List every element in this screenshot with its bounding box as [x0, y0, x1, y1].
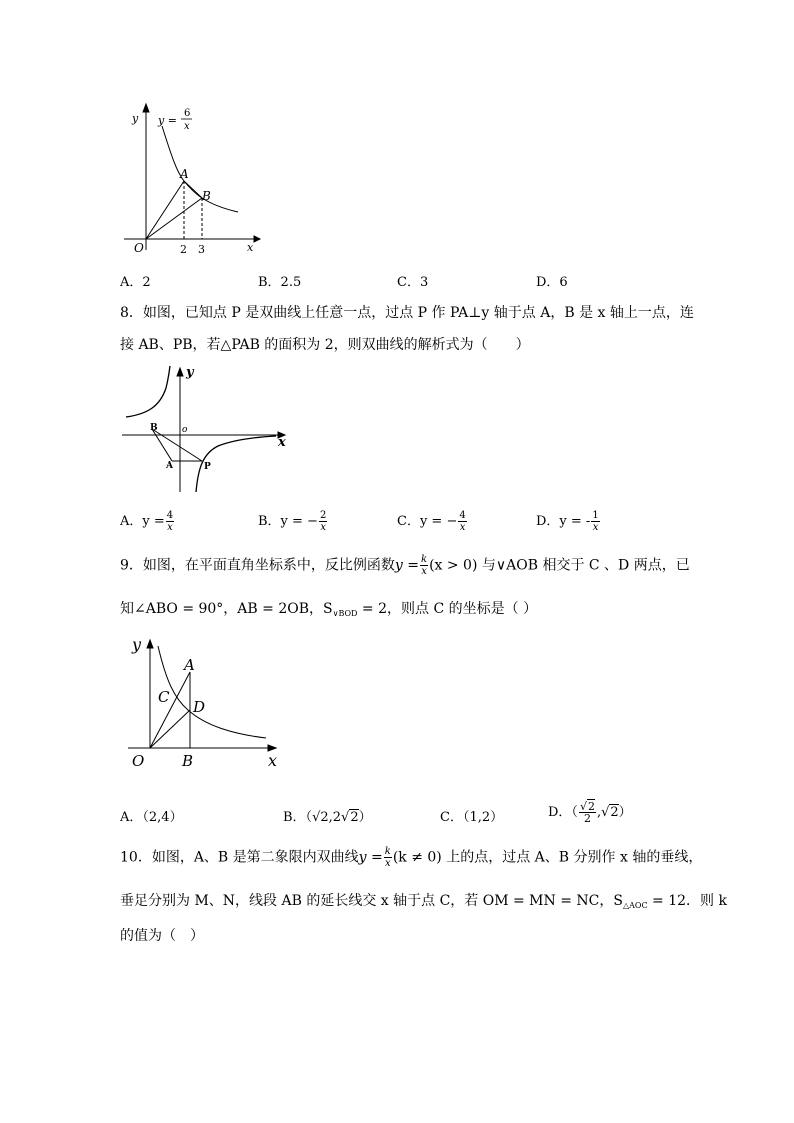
q7-option-c[interactable]: C．3 [397, 275, 429, 290]
q9-text-line1 [120, 554, 690, 577]
q9-option-d-suffix: ） [618, 805, 632, 820]
q7-y-arrow [143, 104, 149, 112]
q8-seg-BP [152, 429, 202, 461]
q9-func-lhs: y = [394, 557, 419, 574]
q9-line2-a: 知∠ABO = 90°，AB = 2OB，S [120, 601, 333, 617]
q9-line1-a: 9．如图，在平面直角坐标系中，反比例函数 [120, 557, 395, 574]
q8-text-line2: 接 AB、PB，若△PAB 的面积为 2，则双曲线的解析式为（ ） [120, 337, 530, 353]
q7-point-a: A [180, 167, 189, 181]
q8-point-p: P [204, 462, 211, 472]
q8-y-label: y [186, 365, 194, 380]
q7-option-d[interactable]: D．6 [536, 275, 568, 290]
q7-curve-lhs: y = [158, 114, 177, 127]
q10-text-line1 [120, 846, 702, 869]
q9-point-a: A [184, 656, 195, 674]
q7-curve-num: 6 [184, 108, 191, 119]
q9-hyperbola [158, 646, 266, 738]
q10-text-line3: 的值为（ ） [120, 928, 204, 944]
q9-origin: O [132, 752, 145, 770]
q8-option-c[interactable] [397, 510, 468, 533]
q8-option-b-prefix: B．y = − [258, 514, 318, 529]
q9-option-b-rad: 2 [350, 810, 359, 825]
q9-point-c: C [158, 688, 170, 706]
q8-seg-BA [152, 429, 172, 461]
q9-option-b-suffix: ） [358, 810, 372, 825]
q9-option-b-body: 2,2 [320, 810, 342, 825]
q7-seg-OB [146, 198, 202, 239]
q8-text-line1: 8．如图，已知点 P 是双曲线上任意一点，过点 P 作 PA⊥y 轴于点 A，B 是 x 轴上一点，连 [120, 305, 694, 321]
q8-point-b: B [150, 423, 158, 433]
q9-line2-sub: ∨BOD [332, 609, 358, 618]
q9-option-a[interactable]: A．（2,4） [120, 810, 183, 825]
q9-x-label: x [268, 751, 278, 770]
q7-x-arrow [254, 236, 260, 242]
q7-option-b[interactable]: B．2.5 [258, 275, 302, 290]
q7-origin: O [134, 241, 144, 255]
q8-y-arrow [177, 368, 183, 376]
q9-func-frac: $\frac{k}{x}$ [421, 554, 428, 577]
q8-hyperbola-left [126, 366, 170, 417]
q7-option-a[interactable]: A．2 [120, 275, 151, 290]
q7-tick-2: 2 [180, 243, 187, 256]
q7-tick-3: 3 [198, 243, 205, 256]
q8-option-c-prefix: C．y = − [397, 514, 458, 529]
q8-option-a-prefix: A．y = [120, 514, 165, 529]
q7-figure [118, 96, 268, 256]
q8-origin: o [182, 425, 188, 435]
q9-option-d-sqrt: √ [601, 805, 610, 820]
q10-line2-b: = 12．则 k [647, 893, 727, 909]
q7-x-label: x [247, 241, 254, 254]
q9-figure [118, 630, 288, 776]
q9-option-d-prefix: D．（ [548, 805, 578, 820]
q9-point-d: D [193, 698, 206, 716]
q9-line1-b: (x > 0) 与∨AOB 相交于 C 、D 两点，已 [429, 557, 690, 574]
q10-text-line2 [120, 890, 727, 910]
q8-figure [118, 360, 308, 496]
q9-option-b-prefix: B．（ [283, 810, 313, 825]
q7-y-label: y [132, 112, 139, 125]
q7-seg-AB [184, 181, 202, 198]
q8-point-a: A [166, 461, 173, 471]
q9-y-label: y [132, 635, 142, 654]
q7-point-b: B [202, 189, 211, 203]
q8-option-d-frac: $\frac{1}{x}$ [592, 510, 599, 533]
q10-func-lhs: y = [358, 849, 383, 866]
q8-option-d[interactable] [536, 510, 601, 533]
q8-option-b[interactable] [258, 510, 328, 533]
q7-seg-OA [146, 181, 184, 239]
q9-y-arrow [147, 640, 153, 648]
q10-line2-a: 垂足分别为 M、N，线段 AB 的延长线交 x 轴于点 C，若 OM = MN = NC，S [120, 893, 623, 909]
q8-option-a[interactable] [120, 510, 175, 533]
q8-option-c-frac: $\frac{4}{x}$ [459, 510, 466, 533]
q9-text-line2 [120, 598, 537, 618]
q8-option-b-frac: $\frac{2}{x}$ [319, 510, 327, 533]
q9-option-d-mid: , [596, 805, 602, 820]
q10-line2-sub: △AOC [622, 901, 648, 910]
q9-option-b-sqrt1: √ [312, 810, 321, 825]
q9-option-d-num: √2 [579, 800, 595, 813]
q9-option-d-frac: $\frac{√2}{2}$ [579, 800, 595, 825]
q9-line2-tail: = 2，则点 C 的坐标是（ ） [357, 601, 538, 617]
q9-option-d[interactable] [548, 801, 632, 824]
q10-line1-b: (k ≠ 0) 上的点，过点 A、B 分别作 x 轴的垂线， [392, 849, 703, 866]
q9-point-b: B [182, 752, 194, 770]
q9-seg-OD [150, 710, 190, 748]
q8-option-d-prefix: D．y = - [536, 514, 591, 529]
q9-option-b-sqrt2: √ [341, 810, 350, 825]
q7-curve-den: x [184, 121, 190, 132]
q10-line1-a: 10．如图，A、B 是第二象限内双曲线 [120, 849, 359, 866]
q9-option-b[interactable] [283, 806, 372, 825]
q8-x-label: x [278, 435, 286, 450]
q10-func-frac: $\frac{k}{x}$ [384, 846, 391, 869]
q9-option-d-rad: 2 [610, 805, 619, 820]
q9-option-c[interactable]: C．（1,2） [440, 810, 504, 825]
q8-option-a-frac: $\frac{4}{x}$ [166, 510, 174, 533]
